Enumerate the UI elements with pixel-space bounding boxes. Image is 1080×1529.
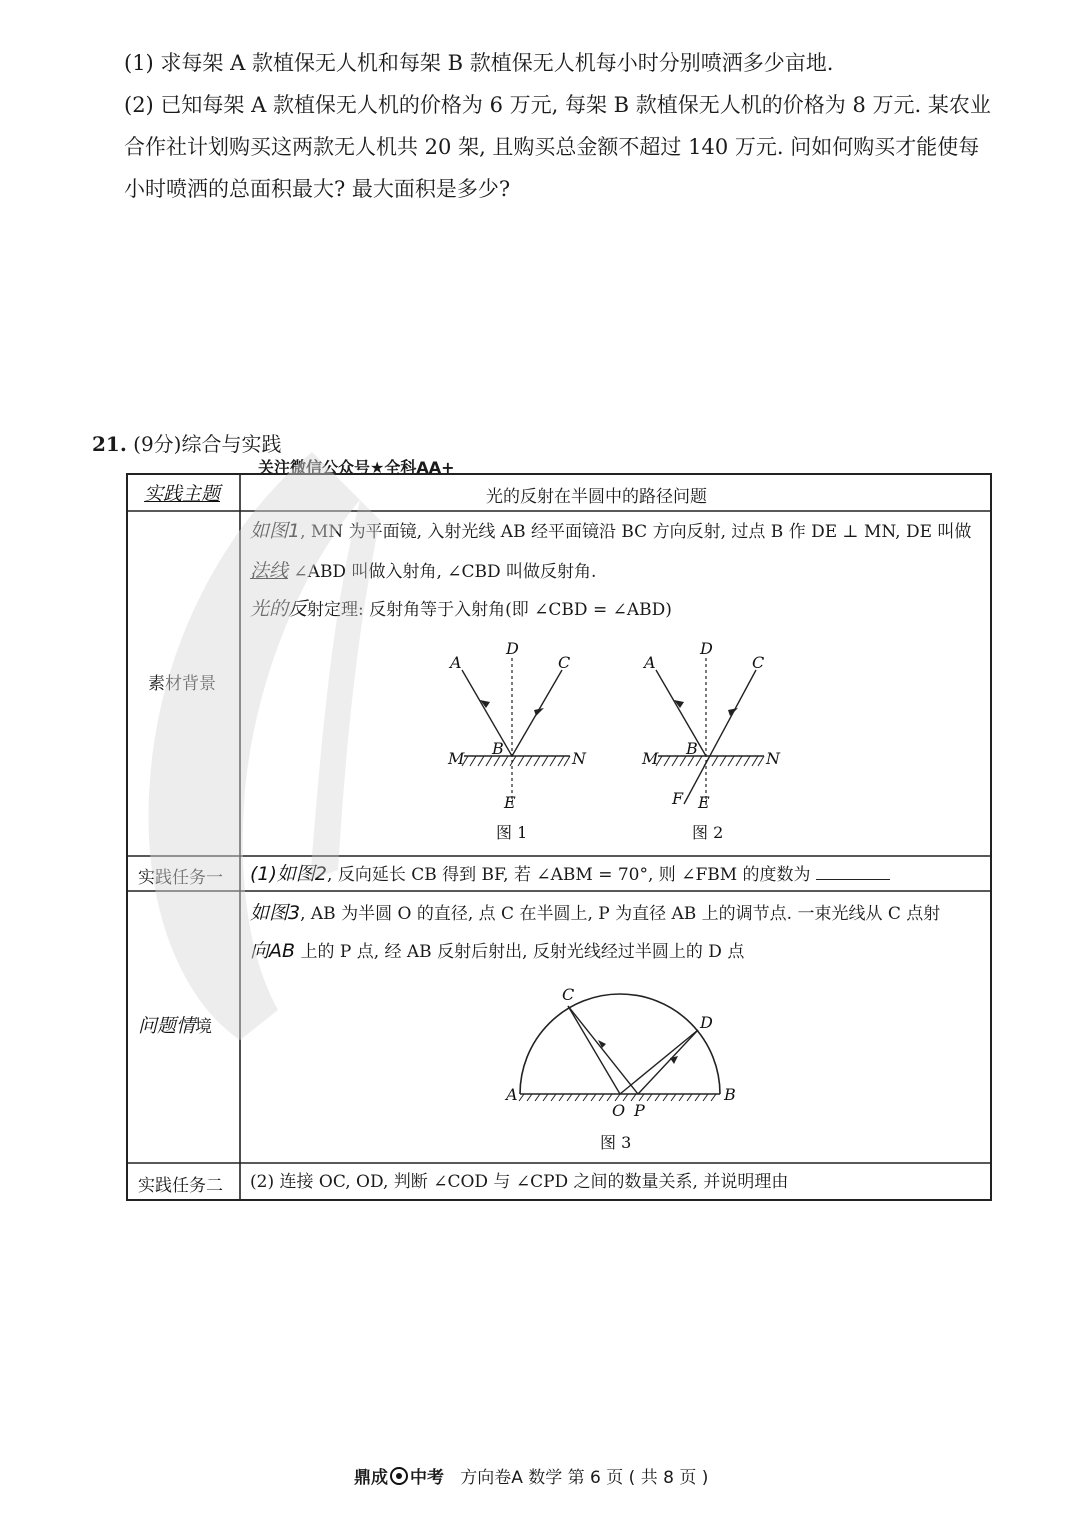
- scenario-line2: [250, 939, 744, 964]
- bg-line2: [250, 559, 596, 584]
- fig1-label-n: N: [572, 749, 586, 768]
- fig3-label-d: D: [700, 1013, 713, 1032]
- scenario-label-handwriting: 问题情: [138, 1015, 196, 1037]
- brand-logo-icon: [390, 1467, 408, 1485]
- task1-handwriting: (1)如图2: [250, 863, 328, 885]
- fig2-caption: 图 2: [692, 823, 724, 842]
- fig2-label-d: D: [700, 639, 713, 658]
- fig1-label-e: E: [504, 793, 516, 812]
- bg-line2-handwriting: 法线: [250, 560, 289, 582]
- bg-line3-text: 射定理: 反射角等于入射角(即 ∠CBD = ∠ABD): [307, 600, 672, 620]
- scenario-label-text: 境: [195, 1017, 213, 1037]
- fig1-label-a: A: [450, 653, 462, 672]
- scenario-label: [138, 1011, 212, 1038]
- q20-part2-line1: (2) 已知每架 A 款植保无人机的价格为 6 万元, 每架 B 款植保无人机的价格为 8 万元. 某农业: [124, 93, 991, 117]
- scenario-line2-text: 上的 P 点, 经 AB 反射后射出, 反射光线经过半圆上的 D 点: [295, 942, 745, 962]
- fig1-label-d: D: [506, 639, 519, 658]
- theme-text: 光的反射在半圆中的路径问题: [486, 487, 707, 507]
- figure-3: [496, 978, 756, 1158]
- task1-answer-blank[interactable]: [816, 861, 890, 880]
- scenario-line2-handwriting: 向AB: [250, 940, 296, 962]
- fig1-caption: 图 1: [496, 823, 528, 842]
- fig2-label-b: B: [686, 739, 698, 758]
- fig2-label-n: N: [766, 749, 780, 768]
- footer-info: 方向卷A 数学 第 6 页 ( 共 8 页 ): [460, 1468, 709, 1488]
- fig2-label-m: M: [642, 749, 659, 768]
- bg-line3-handwriting: 光的反: [250, 598, 308, 620]
- fig1-label-b: B: [492, 739, 504, 758]
- scenario-line1: [250, 901, 940, 926]
- bg-line1-text: , MN 为平面镜, 入射光线 AB 经平面镜沿 BC 方向反射, 过点 B 作 DE ⊥ MN, DE 叫做: [300, 522, 972, 542]
- watermark-text: 关注微信公众号★全科AA+: [258, 458, 455, 477]
- fig3-label-o: O: [612, 1101, 626, 1120]
- q21-title: (9分)综合与实践: [133, 432, 282, 456]
- scenario-line1-handwriting: 如图3: [250, 902, 301, 924]
- q21-number: 21.: [92, 432, 127, 456]
- bg-line3: [250, 597, 672, 622]
- fig1-label-m: M: [448, 749, 465, 768]
- bg-line1: [250, 519, 971, 544]
- task2-text: (2) 连接 OC, OD, 判断 ∠COD 与 ∠CPD 之间的数量关系, 并说明理由: [250, 1172, 789, 1192]
- fig3-caption: 图 3: [600, 1133, 632, 1152]
- figure-1: [446, 638, 616, 848]
- theme-label: 实践主题: [144, 483, 221, 505]
- footer-brand-right: 中考: [410, 1468, 444, 1488]
- fig1-label-c: C: [558, 653, 571, 672]
- q21-header: [92, 428, 282, 457]
- task1-line: [250, 861, 890, 887]
- footer-brand-left: 鼎成: [354, 1468, 388, 1488]
- task2-label: 实践任务二: [138, 1176, 223, 1196]
- q20-part2-line2: 合作社计划购买这两款无人机共 20 架, 且购买总金额不超过 140 万元. 问如何购买才能使每: [124, 135, 980, 159]
- q20-part1: (1) 求每架 A 款植保无人机和每架 B 款植保无人机每小时分别喷洒多少亩地.: [124, 51, 834, 75]
- figure-2: [640, 638, 810, 848]
- page-footer: [354, 1463, 708, 1488]
- task1-text: , 反向延长 CB 得到 BF, 若 ∠ABM = 70°, 则 ∠FBM 的度数为: [327, 865, 811, 885]
- practice-table: [126, 473, 992, 1201]
- fig3-label-c: C: [562, 985, 575, 1004]
- fig2-label-f: F: [672, 789, 684, 808]
- fig3-label-a: A: [506, 1085, 518, 1104]
- scenario-line1-text: , AB 为半圆 O 的直径, 点 C 在半圆上, P 为直径 AB 上的调节点. 一束光线从 C 点射: [300, 904, 941, 924]
- bg-line1-handwriting: 如图1: [250, 520, 301, 542]
- fig3-label-b: B: [724, 1085, 736, 1104]
- fig2-label-c: C: [752, 653, 765, 672]
- q20-part2-line3: 小时喷洒的总面积最大? 最大面积是多少?: [124, 177, 511, 201]
- fig3-label-p: P: [634, 1101, 645, 1120]
- background-label: 素材背景: [148, 674, 216, 694]
- fig2-label-e: E: [698, 793, 710, 812]
- task1-label: 实践任务一: [138, 868, 223, 888]
- fig2-label-a: A: [644, 653, 656, 672]
- bg-line2-text: ∠ABD 叫做入射角, ∠CBD 叫做反射角.: [293, 562, 597, 582]
